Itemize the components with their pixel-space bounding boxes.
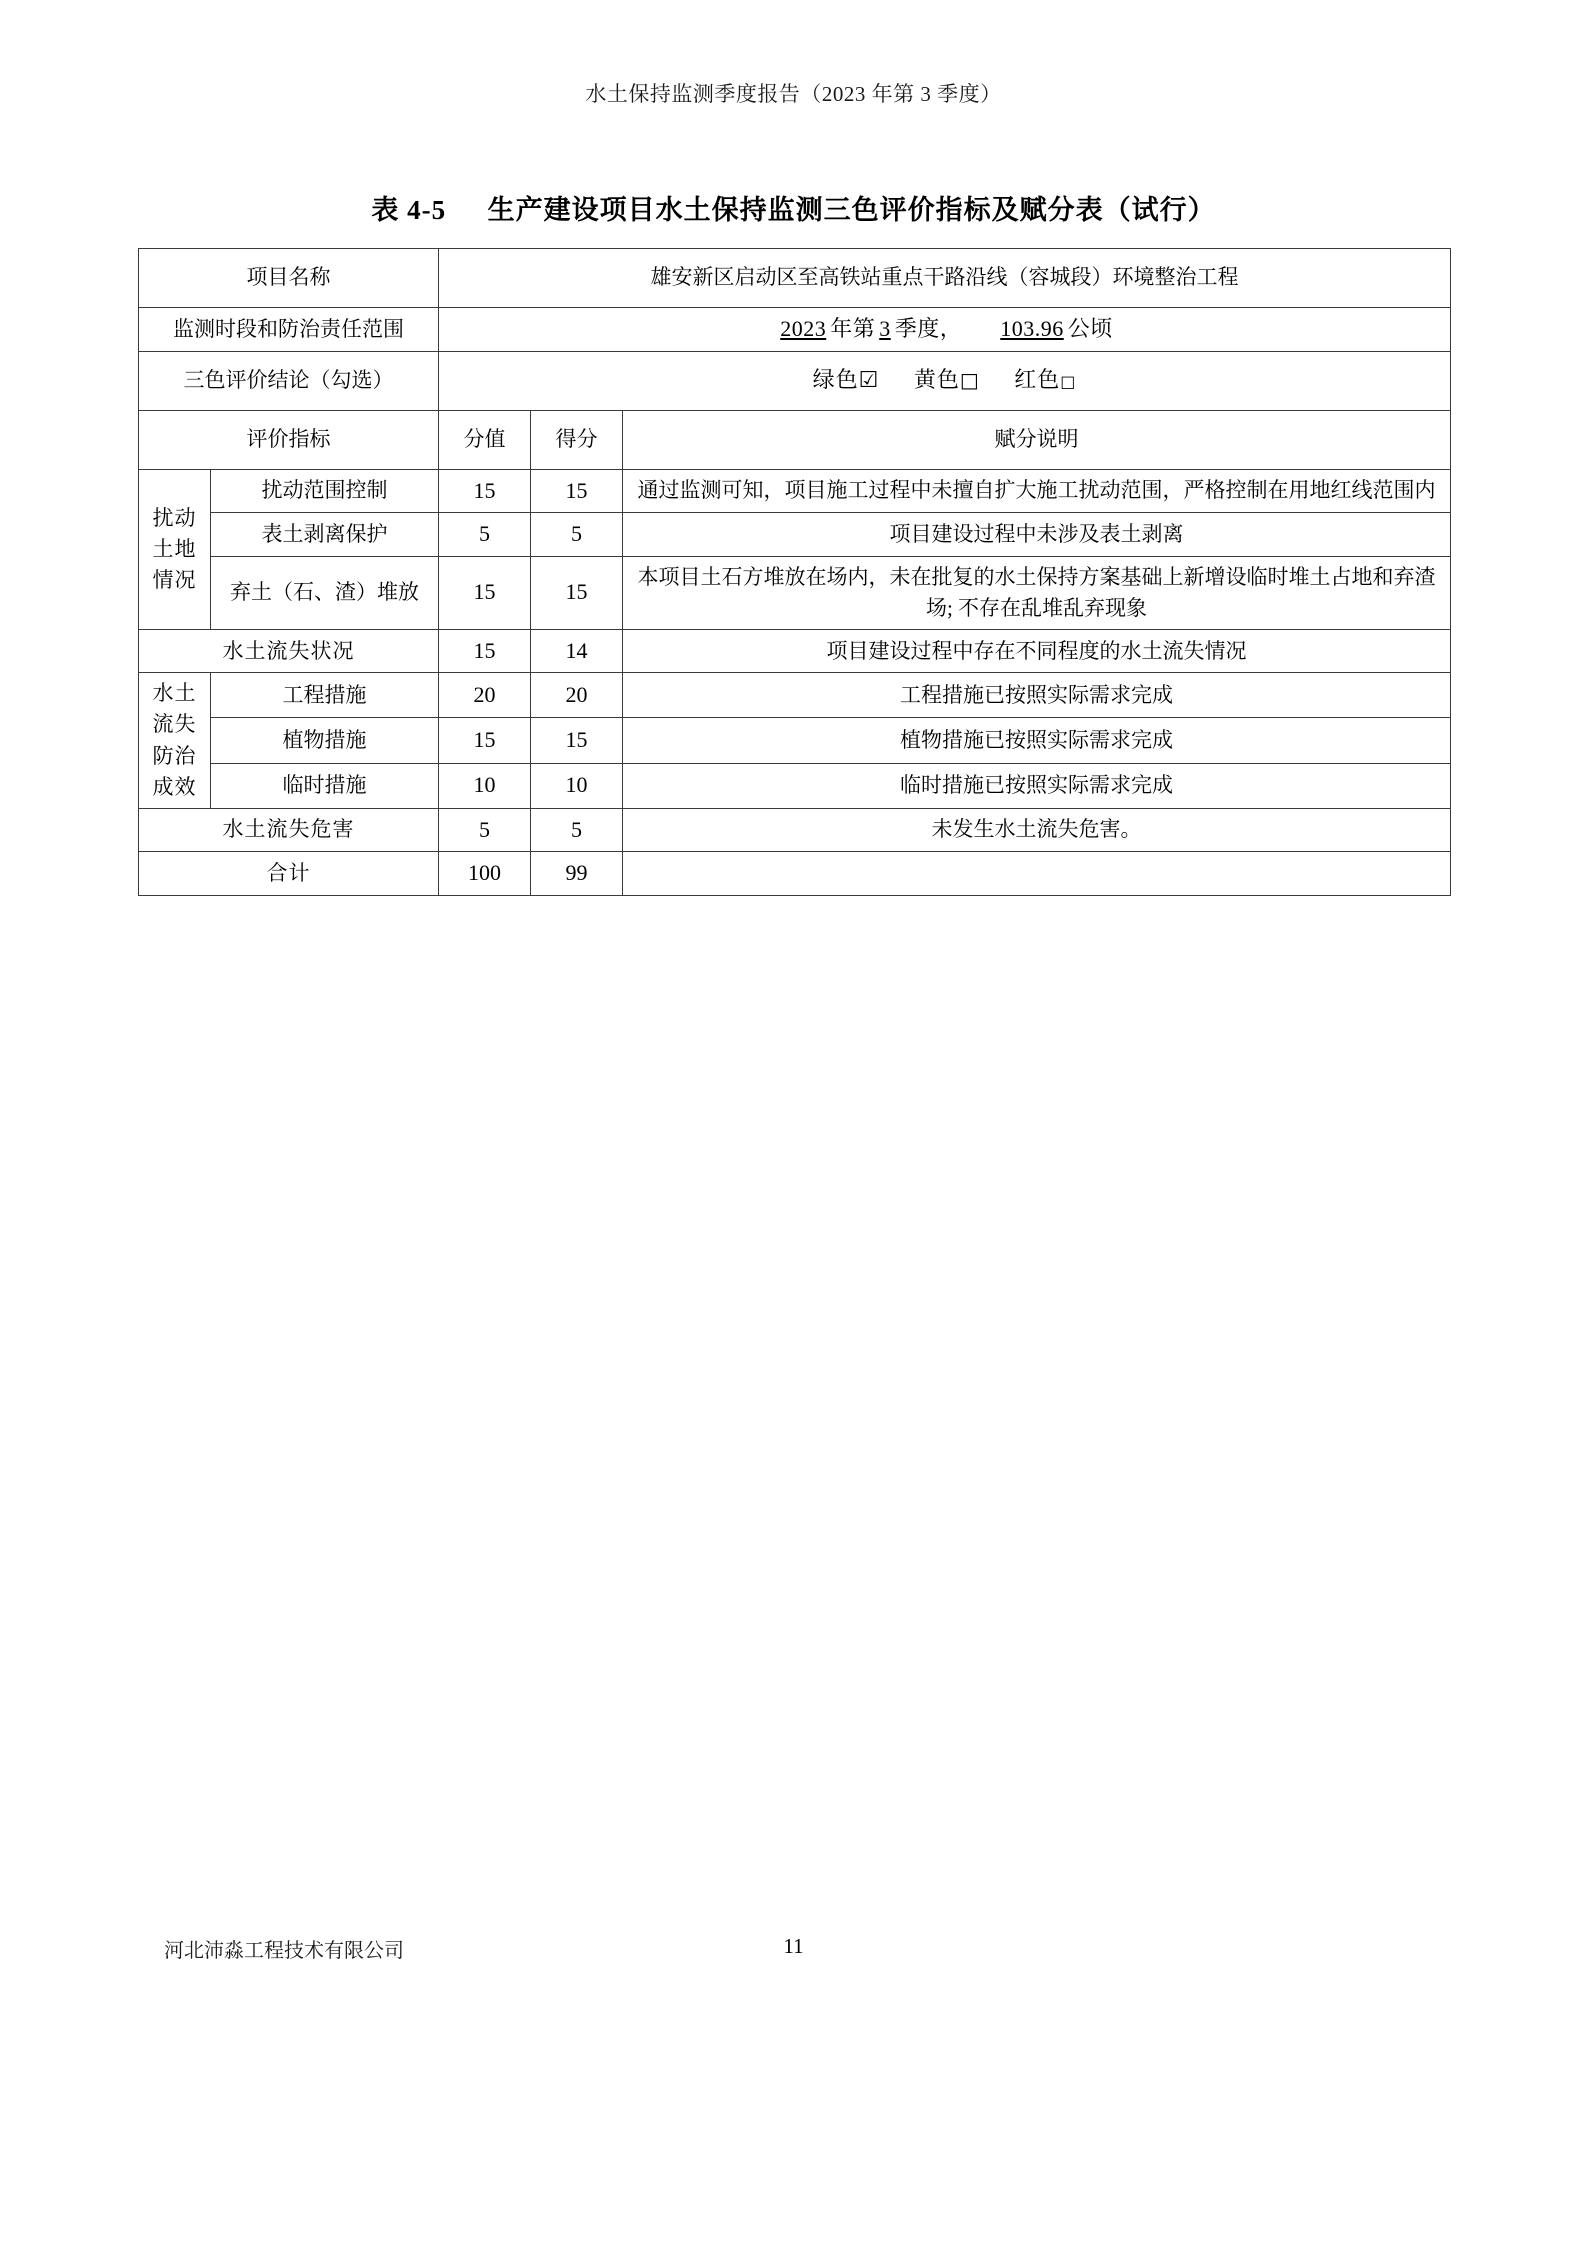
table-caption-text: 生产建设项目水土保持监测三色评价指标及赋分表（试行） bbox=[487, 195, 1216, 225]
indicator-value: 15 bbox=[439, 469, 531, 513]
table-row-project-name bbox=[139, 249, 1451, 308]
tri-color-value-cell bbox=[439, 351, 1451, 410]
tri-color-option-green[interactable] bbox=[813, 364, 880, 397]
indicator-score: 5 bbox=[531, 808, 623, 852]
period-label: 监测时段和防治责任范围 bbox=[139, 308, 439, 352]
table-row bbox=[139, 629, 1451, 673]
indicator-label: 临时措施 bbox=[211, 763, 439, 808]
indicator-score: 5 bbox=[531, 513, 623, 557]
indicator-description: 项目建设过程中存在不同程度的水土流失情况 bbox=[623, 629, 1451, 673]
indicator-description: 植物措施已按照实际需求完成 bbox=[623, 718, 1451, 763]
tri-color-yellow-label: 黄色 bbox=[913, 367, 960, 393]
tri-color-label: 三色评价结论（勾选） bbox=[139, 351, 439, 410]
indicator-description: 未发生水土流失危害。 bbox=[623, 808, 1451, 852]
indicator-label: 水土流失危害 bbox=[139, 808, 439, 852]
checkbox-checked-icon[interactable]: ☑ bbox=[858, 368, 880, 394]
evaluation-table bbox=[138, 248, 1451, 896]
indicator-score: 14 bbox=[531, 629, 623, 673]
project-name-label: 项目名称 bbox=[139, 249, 439, 308]
footer-company-name: 河北沛淼工程技术有限公司 bbox=[164, 1940, 404, 1962]
indicator-label: 水土流失状况 bbox=[139, 629, 439, 673]
indicator-description: 项目建设过程中未涉及表土剥离 bbox=[623, 513, 1451, 557]
period-year-unit: 年第 bbox=[830, 316, 876, 341]
table-caption-number: 表 4-5 bbox=[371, 195, 447, 225]
period-area-value: 103.96 bbox=[1000, 316, 1064, 341]
indicator-value: 20 bbox=[439, 673, 531, 718]
table-row bbox=[139, 673, 1451, 718]
indicator-score: 15 bbox=[531, 556, 623, 629]
table-row bbox=[139, 808, 1451, 852]
tri-color-option-yellow[interactable] bbox=[914, 364, 980, 397]
column-header-value: 分值 bbox=[439, 410, 531, 469]
tri-color-red-label: 红色 bbox=[1014, 367, 1061, 393]
table-header-row bbox=[139, 410, 1451, 469]
indicator-value: 15 bbox=[439, 556, 531, 629]
table-row bbox=[139, 763, 1451, 808]
period-year-value: 2023 bbox=[780, 316, 827, 341]
indicator-description: 通过监测可知，项目施工过程中未擅自扩大施工扰动范围，严格控制在用地红线范围内 bbox=[623, 469, 1451, 513]
indicator-label: 弃土（石、渣）堆放 bbox=[211, 556, 439, 629]
table-row-period bbox=[139, 308, 1451, 352]
indicator-value: 5 bbox=[439, 513, 531, 557]
table-row bbox=[139, 556, 1451, 629]
column-header-description: 赋分说明 bbox=[623, 410, 1451, 469]
checkbox-empty-icon[interactable]: □ bbox=[959, 368, 980, 393]
project-name-value: 雄安新区启动区至高铁站重点干路沿线（容城段）环境整治工程 bbox=[439, 249, 1451, 308]
indicator-value: 5 bbox=[439, 808, 531, 852]
column-header-indicator: 评价指标 bbox=[139, 410, 439, 469]
total-description bbox=[623, 852, 1451, 896]
indicator-score: 10 bbox=[531, 763, 623, 808]
indicator-label: 工程措施 bbox=[211, 673, 439, 718]
category-disturbed-land: 扰动土地情况 bbox=[139, 469, 211, 629]
period-area-unit: 公顷 bbox=[1067, 316, 1113, 341]
indicator-description: 本项目土石方堆放在场内，未在批复的水土保持方案基础上新增设临时堆土占地和弃渣场; 不存在乱堆乱弃现象 bbox=[623, 556, 1451, 629]
column-header-score: 得分 bbox=[531, 410, 623, 469]
running-header: 水土保持监测季度报告（2023 年第 3 季度） bbox=[585, 82, 1002, 106]
indicator-description: 临时措施已按照实际需求完成 bbox=[623, 763, 1451, 808]
period-value-cell bbox=[439, 308, 1451, 352]
indicator-score: 20 bbox=[531, 673, 623, 718]
indicator-score: 15 bbox=[531, 718, 623, 763]
total-value: 100 bbox=[439, 852, 531, 896]
table-row-total bbox=[139, 852, 1451, 896]
indicator-label: 扰动范围控制 bbox=[211, 469, 439, 513]
category-prevention-effect: 水土流失防治成效 bbox=[139, 673, 211, 808]
table-row bbox=[139, 469, 1451, 513]
table-row bbox=[139, 718, 1451, 763]
indicator-label: 表土剥离保护 bbox=[211, 513, 439, 557]
tri-color-option-red[interactable] bbox=[1014, 364, 1076, 397]
period-quarter-value: 3 bbox=[879, 316, 891, 341]
table-caption bbox=[0, 188, 1587, 227]
footer-page-number: 11 bbox=[783, 1934, 804, 1958]
indicator-score: 15 bbox=[531, 469, 623, 513]
total-score: 99 bbox=[531, 852, 623, 896]
checkbox-empty-icon[interactable]: □ bbox=[1060, 372, 1077, 392]
evaluation-table-wrapper bbox=[138, 248, 1450, 896]
table-row bbox=[139, 513, 1451, 557]
indicator-value: 15 bbox=[439, 718, 531, 763]
indicator-description: 工程措施已按照实际需求完成 bbox=[623, 673, 1451, 718]
table-row-tri-color bbox=[139, 351, 1451, 410]
period-quarter-unit: 季度， bbox=[894, 316, 963, 341]
indicator-value: 15 bbox=[439, 629, 531, 673]
indicator-label: 植物措施 bbox=[211, 718, 439, 763]
indicator-value: 10 bbox=[439, 763, 531, 808]
total-label: 合计 bbox=[139, 852, 439, 896]
tri-color-green-label: 绿色 bbox=[812, 367, 859, 393]
